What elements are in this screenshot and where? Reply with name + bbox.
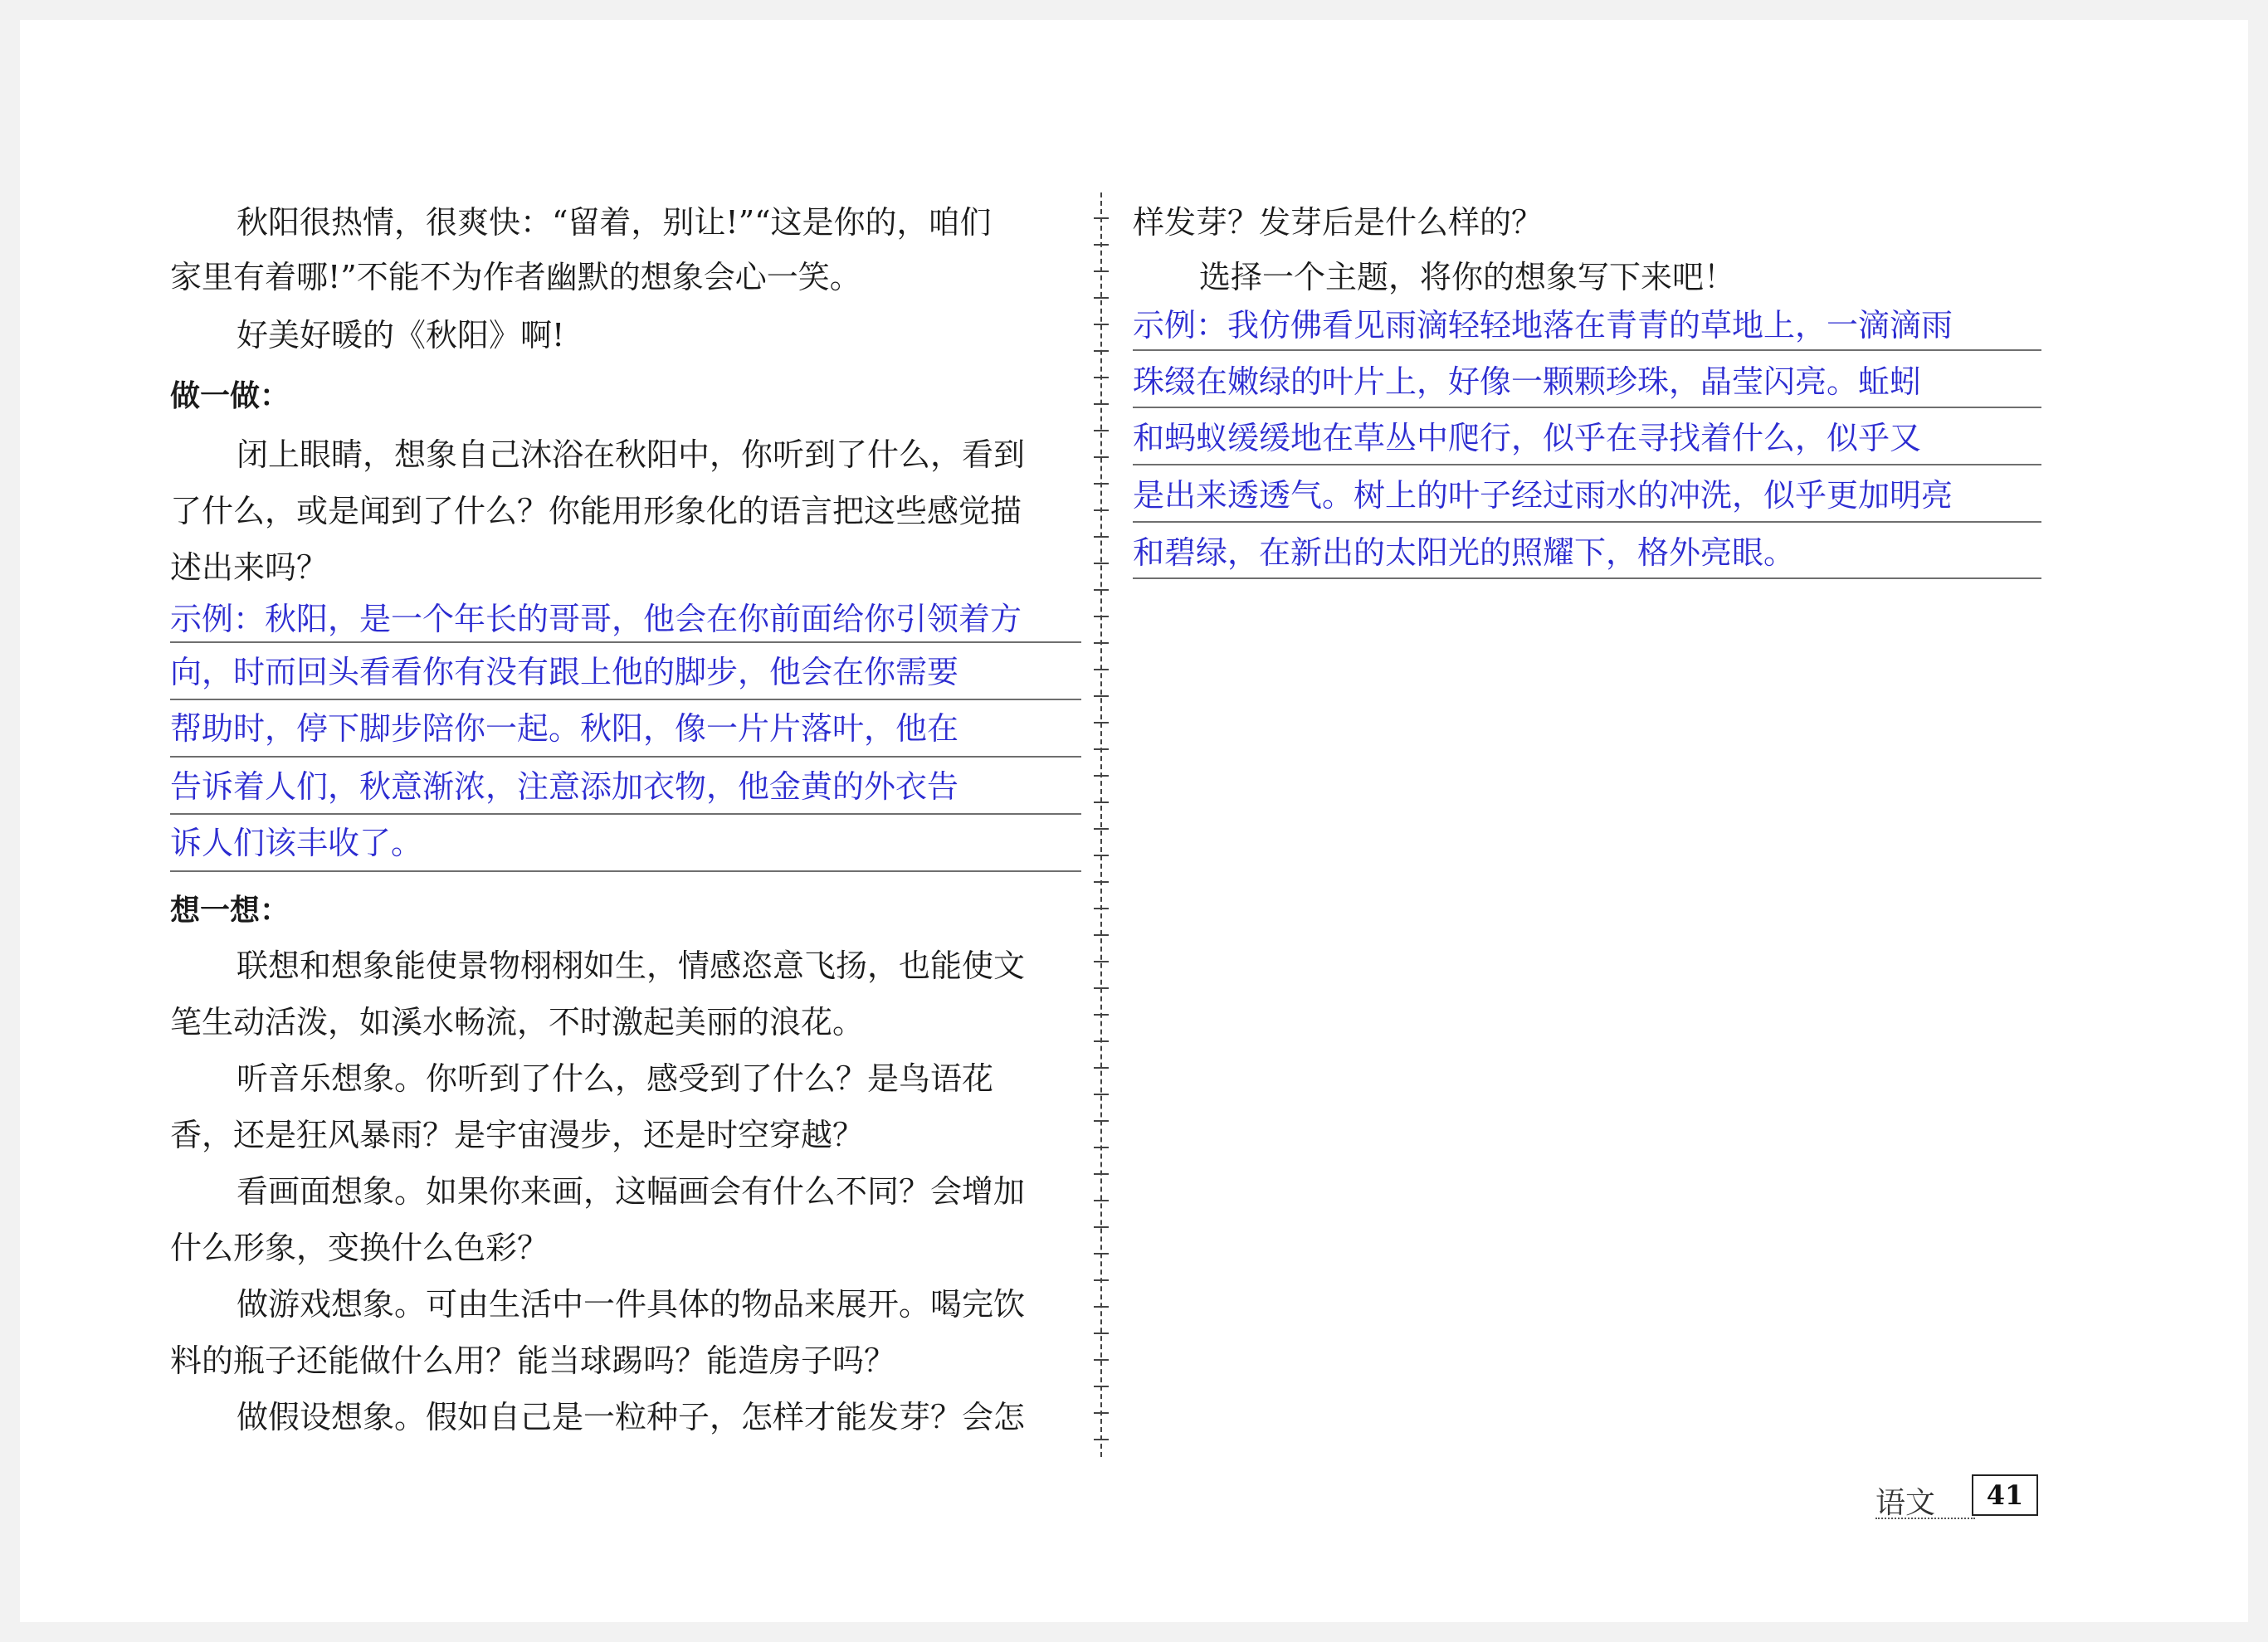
answer-rule — [1133, 521, 2041, 523]
section-heading-do: 做一做： — [170, 379, 290, 413]
answer-line: 向，时而回头看看你有没有跟上他的脚步，他会在你需要 — [170, 654, 959, 690]
answer-rule — [1133, 407, 2041, 408]
answer-line: 示例：我仿佛看见雨滴轻轻地落在青青的草地上，一滴滴雨 — [1133, 307, 1953, 344]
body-text: 料的瓶子还能做什么用？能当球踢吗？能造房子吗？ — [170, 1342, 896, 1379]
answer-line: 告诉着人们，秋意渐浓，注意添加衣物，他金黄的外衣告 — [170, 768, 959, 805]
answer-line: 和蚂蚁缓缓地在草丛中爬行，似乎在寻找着什么，似乎又 — [1133, 420, 1922, 456]
body-text: 看画面想象。如果你来画，这幅画会有什么不同？会增加 — [237, 1173, 1026, 1210]
body-text: 联想和想象能使景物栩栩如生，情感恣意飞扬，也能使文 — [237, 948, 1026, 984]
body-text: 听音乐想象。你听到了什么，感受到了什么？是鸟语花 — [237, 1060, 994, 1097]
answer-rule — [1133, 464, 2041, 465]
body-text: 好美好暖的《秋阳》啊! — [237, 317, 565, 353]
body-text: 什么形象，变换什么色彩？ — [170, 1230, 549, 1266]
body-text: 香，还是狂风暴雨？是宇宙漫步，还是时空穿越？ — [170, 1117, 865, 1153]
body-text: 述出来吗？ — [170, 549, 329, 586]
answer-rule — [170, 870, 1081, 872]
body-text: 笔生动活泼，如溪水畅流，不时激起美丽的浪花。 — [170, 1004, 865, 1040]
answer-rule — [170, 699, 1081, 700]
column-divider-ticks — [1094, 192, 1109, 1457]
answer-rule — [170, 641, 1081, 643]
answer-line: 是出来透透气。树上的叶子经过雨水的冲洗，似乎更加明亮 — [1133, 477, 1953, 514]
answer-line: 和碧绿，在新出的太阳光的照耀下，格外亮眼。 — [1133, 534, 1796, 571]
body-text: 选择一个主题，将你的想象写下来吧！ — [1199, 259, 1736, 295]
body-text: 样发芽？发芽后是什么样的？ — [1133, 204, 1544, 241]
answer-line: 帮助时，停下脚步陪你一起。秋阳，像一片片落叶，他在 — [170, 710, 959, 747]
workbook-page — [20, 20, 2248, 1622]
body-text: 了什么，或是闻到了什么？你能用形象化的语言把这些感觉描 — [170, 493, 1022, 529]
answer-rule — [170, 813, 1081, 815]
body-text: 做游戏想象。可由生活中一件具体的物品来展开。喝完饮 — [237, 1286, 1026, 1323]
footer-dotted-line — [1875, 1518, 1975, 1519]
answer-line: 珠缀在嫩绿的叶片上，好像一颗颗珍珠，晶莹闪亮。蚯蚓 — [1133, 363, 1922, 400]
body-text: 做假设想象。假如自己是一粒种子，怎样才能发芽？会怎 — [237, 1399, 1026, 1435]
answer-line: 示例：秋阳，是一个年长的哥哥，他会在你前面给你引领着方 — [170, 601, 1022, 637]
subject-label: 语文 — [1875, 1486, 1936, 1520]
body-text: 秋阳很热情，很爽快：“留着，别让!”“这是你的，咱们 — [237, 204, 992, 241]
body-text: 闭上眼睛，想象自己沐浴在秋阳中，你听到了什么，看到 — [237, 436, 1026, 473]
page-number: 41 — [1972, 1474, 2038, 1516]
answer-rule — [1133, 577, 2041, 579]
answer-rule — [1133, 349, 2041, 351]
section-heading-think: 想一想： — [170, 894, 290, 928]
answer-line: 诉人们该丰收了。 — [170, 825, 423, 861]
answer-rule — [170, 756, 1081, 758]
body-text: 家里有着哪!”不能不为作者幽默的想象会心一笑。 — [170, 259, 861, 295]
